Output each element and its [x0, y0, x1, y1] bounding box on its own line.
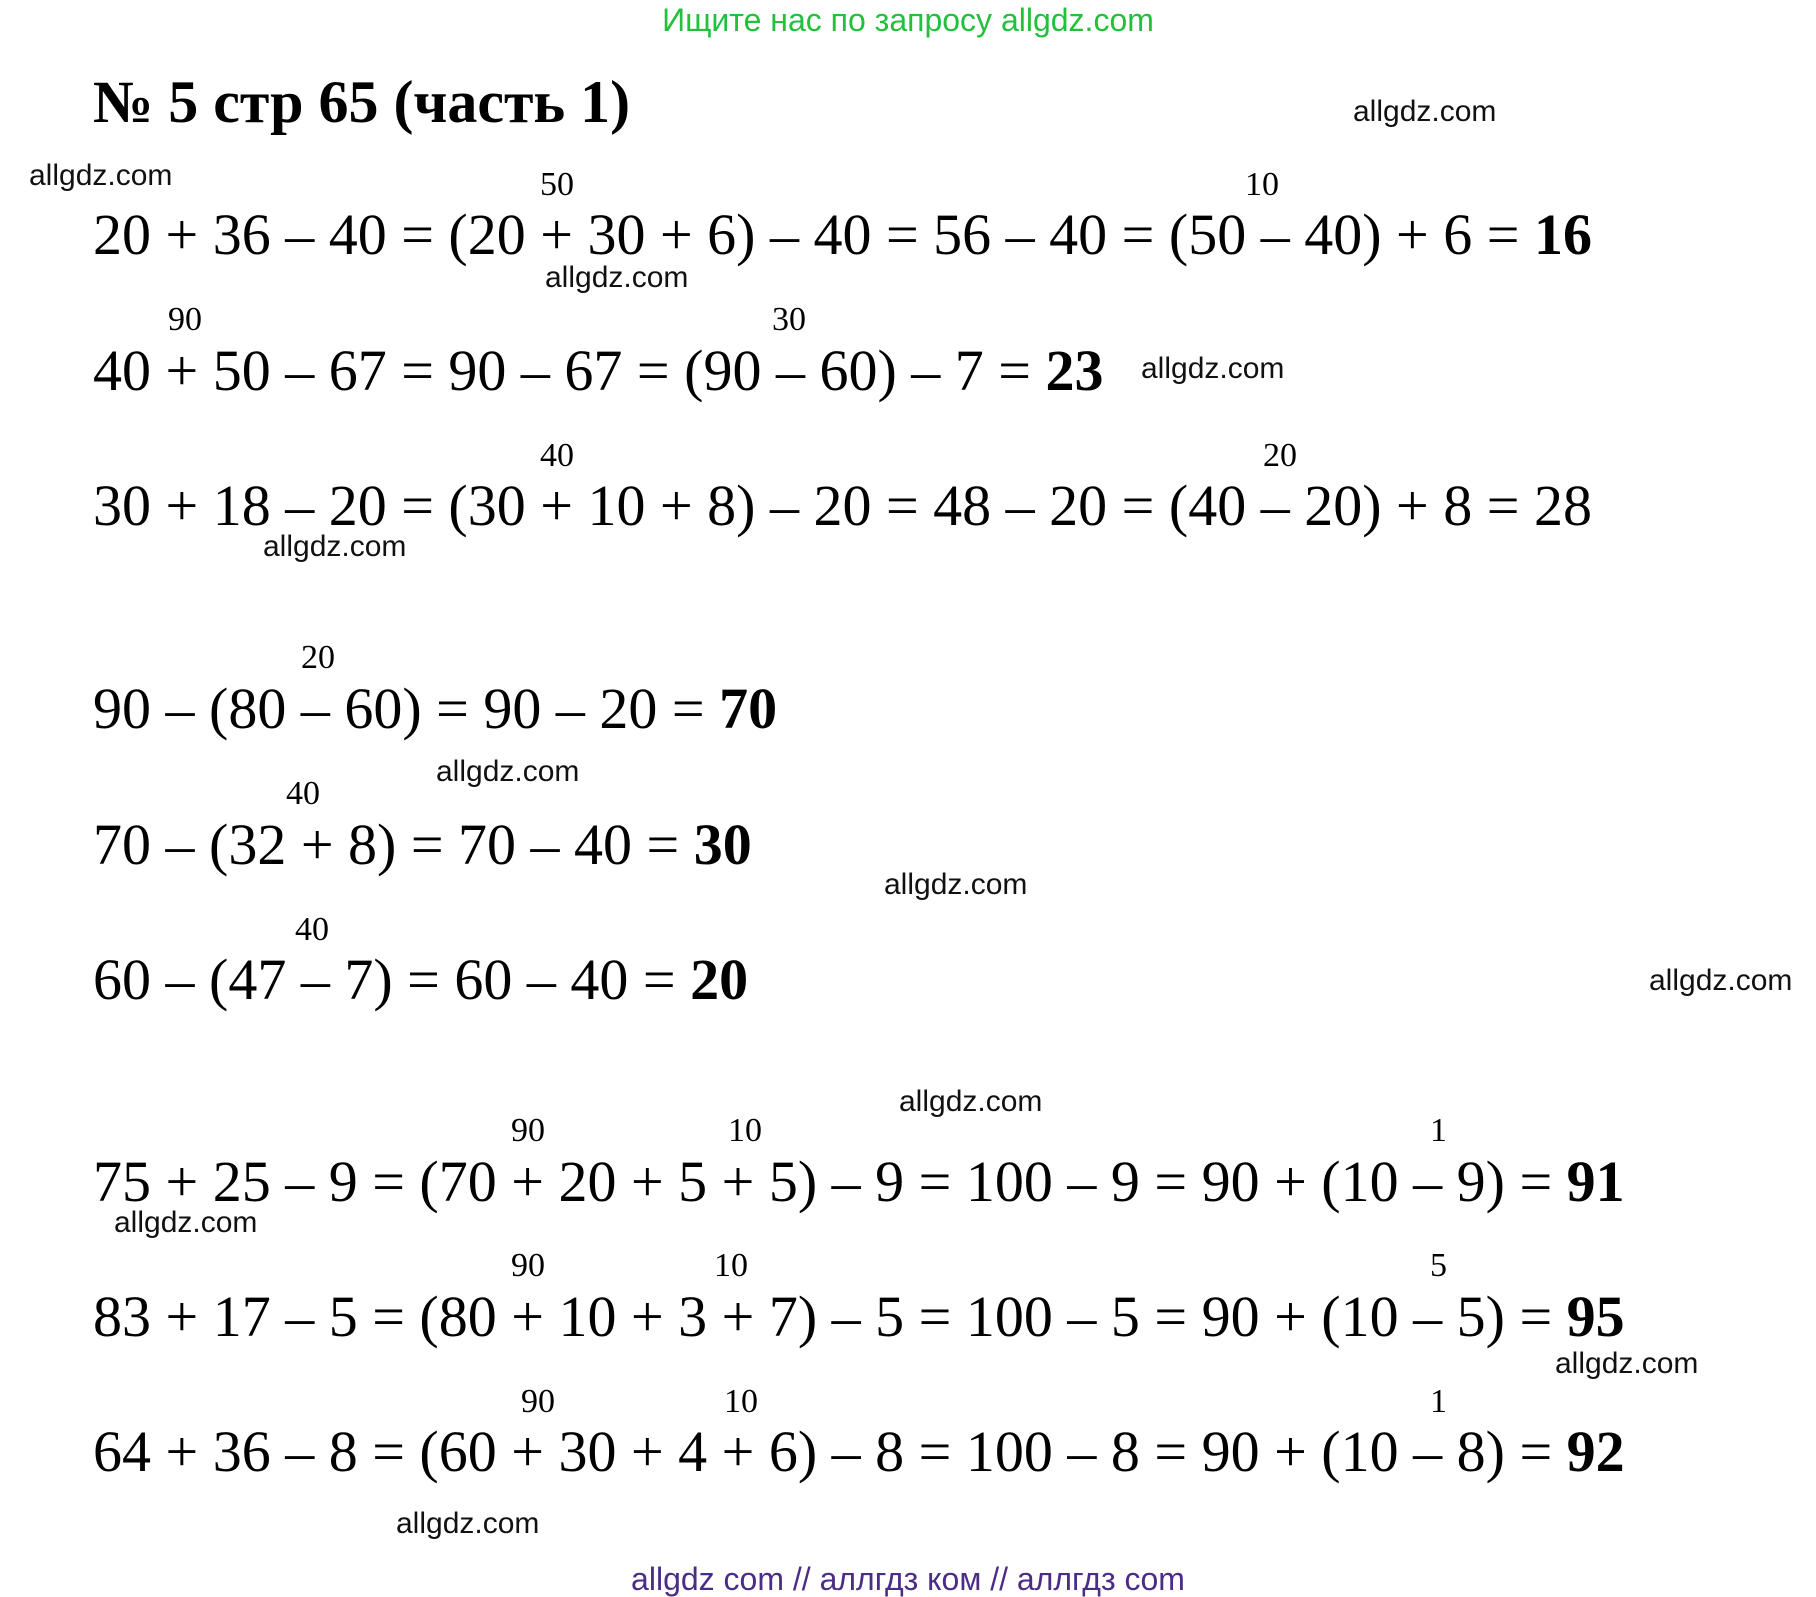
- equation-line: [93, 1149, 1625, 1214]
- regroup-hint: 40: [295, 911, 329, 948]
- regroup-hint: 1: [1430, 1112, 1447, 1149]
- regroup-hint: 90: [168, 301, 202, 338]
- equation-text: 75 + 25 – 9 = (70 + 20 + 5 + 5) – 9 = 100 – 9 = 90 + (10 – 9) =: [93, 1149, 1567, 1214]
- watermark: allgdz.com: [1353, 95, 1497, 128]
- watermark: allgdz.com: [114, 1206, 258, 1239]
- equation-line: [93, 812, 752, 877]
- watermark: allgdz.com: [545, 261, 689, 294]
- equation-answer: 23: [1045, 338, 1104, 403]
- regroup-hint: 90: [511, 1247, 545, 1284]
- watermark: allgdz.com: [899, 1085, 1043, 1118]
- equation-text: 20 + 36 – 40 = (20 + 30 + 6) – 40 = 56 – 40 = (50 – 40) + 6 =: [93, 202, 1534, 267]
- watermark: allgdz.com: [1649, 964, 1793, 997]
- regroup-hint: 20: [1263, 437, 1297, 474]
- watermark: allgdz.com: [436, 755, 580, 788]
- regroup-hint: 30: [772, 301, 806, 338]
- watermark: allgdz.com: [263, 530, 407, 563]
- equation-answer: 16: [1533, 202, 1592, 267]
- regroup-hint: 90: [511, 1112, 545, 1149]
- equation-text: 83 + 17 – 5 = (80 + 10 + 3 + 7) – 5 = 100 – 5 = 90 + (10 – 5) =: [93, 1284, 1567, 1349]
- watermark: allgdz.com: [1141, 352, 1285, 385]
- regroup-hint: 10: [728, 1112, 762, 1149]
- regroup-hint: 5: [1430, 1247, 1447, 1284]
- regroup-hint: 50: [540, 166, 574, 203]
- equation-text: 40 + 50 – 67 = 90 – 67 = (90 – 60) – 7 =: [93, 338, 1046, 403]
- regroup-hint: 1: [1430, 1383, 1447, 1420]
- equation-answer: 95: [1566, 1284, 1625, 1349]
- regroup-hint: 10: [724, 1383, 758, 1420]
- equation-answer: 30: [693, 812, 752, 877]
- equation-line: [93, 338, 1104, 403]
- watermark: allgdz.com: [29, 159, 173, 192]
- regroup-hint: 90: [521, 1383, 555, 1420]
- equation-answer: 92: [1566, 1419, 1625, 1484]
- watermark: allgdz.com: [1555, 1347, 1699, 1380]
- equation-text: 30 + 18 – 20 = (30 + 10 + 8) – 20 = 48 – 20 = (40 – 20) + 8 = 28: [93, 473, 1592, 538]
- equation-answer: 70: [719, 676, 778, 741]
- equation-answer: 20: [690, 947, 749, 1012]
- equation-text: 64 + 36 – 8 = (60 + 30 + 4 + 6) – 8 = 100 – 8 = 90 + (10 – 8) =: [93, 1419, 1567, 1484]
- footer-links: allgdz com // аллгдз ком // аллгдз com: [631, 1561, 1185, 1597]
- equation-text: 70 – (32 + 8) = 70 – 40 =: [93, 812, 694, 877]
- page-title: № 5 стр 65 (часть 1): [93, 69, 631, 135]
- regroup-hint: 20: [301, 639, 335, 676]
- equation-line: [93, 676, 778, 741]
- equation-line: [93, 1419, 1625, 1484]
- equation-line: [93, 1284, 1625, 1349]
- regroup-hint: 10: [714, 1247, 748, 1284]
- watermark: allgdz.com: [884, 868, 1028, 901]
- equation-line: [93, 202, 1592, 267]
- equation-answer: 91: [1566, 1149, 1625, 1214]
- equation-line: [93, 473, 1592, 538]
- equation-text: 60 – (47 – 7) = 60 – 40 =: [93, 947, 691, 1012]
- search-banner: Ищите нас по запросу allgdz.com: [662, 2, 1154, 38]
- regroup-hint: 40: [540, 437, 574, 474]
- regroup-hint: 40: [286, 775, 320, 812]
- equation-text: 90 – (80 – 60) = 90 – 20 =: [93, 676, 720, 741]
- equation-line: [93, 947, 749, 1012]
- watermark: allgdz.com: [396, 1507, 540, 1540]
- regroup-hint: 10: [1245, 166, 1279, 203]
